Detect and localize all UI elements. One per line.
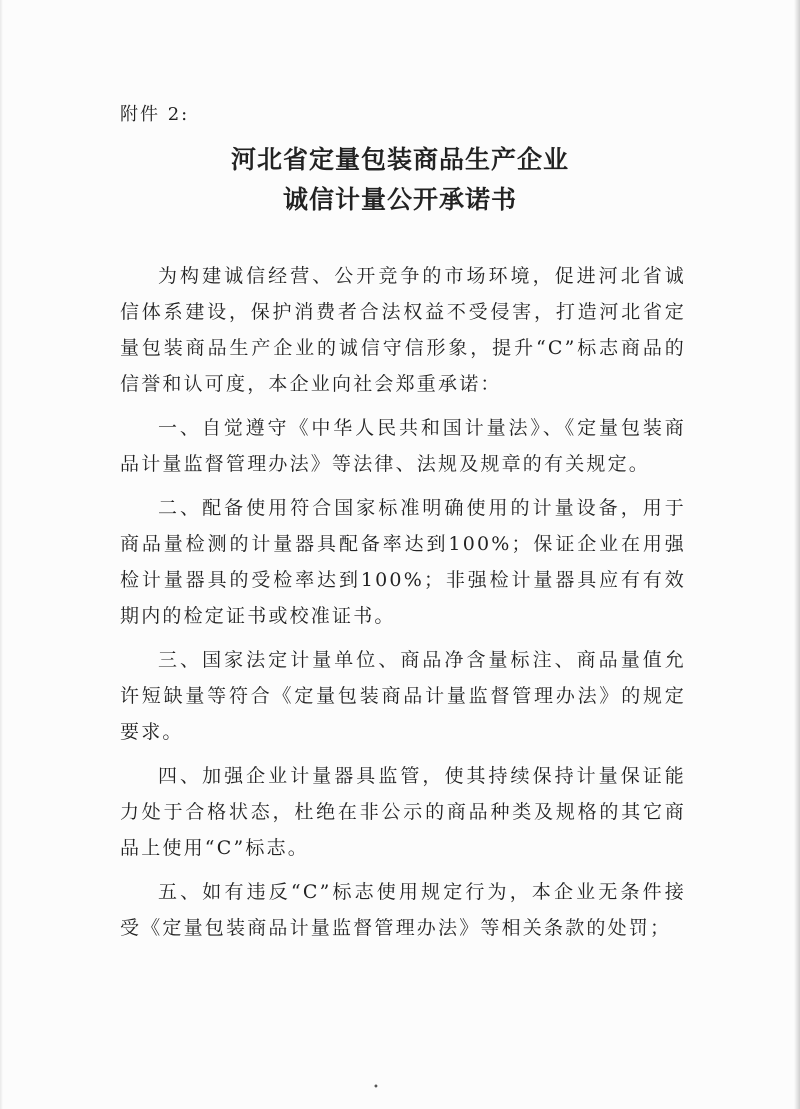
paragraph-item-3: 三、国家法定计量单位、商品净含量标注、商品量值允许短缺量等符合《定量包装商品计量监督管理办法》的规定要求。: [120, 649, 686, 743]
attachment-label: 附件 2:: [120, 104, 190, 125]
scan-speck-decoration: •: [373, 1082, 379, 1093]
paragraph-item-5: 五、如有违反“C”标志使用规定行为，本企业无条件接受《定量包装商品计量监督管理办法》等相关条款的处罚；: [120, 881, 686, 939]
paragraph-item-2: 二、配备使用符合国家标准明确使用的计量设备，用于商品量检测的计量器具配备率达到100%；保证企业在用强检计量器具的受检率达到100%；非强检计量器具应有有效期内的检定证书或校准证书。: [120, 497, 686, 627]
paragraph-preamble: 为构建诚信经营、公开竞争的市场环境，促进河北省诚信体系建设，保护消费者合法权益不受侵害，打造河北省定量包装商品生产企业的诚信守信形象，提升“C”标志商品的信誉和认可度，本企业向社会郑重承诺：: [120, 265, 686, 395]
document-title-line-1: 河北省定量包装商品生产企业: [230, 145, 569, 174]
paragraph-item-1: 一、自觉遵守《中华人民共和国计量法》、《定量包装商品计量监督管理办法》等法律、法规及规章的有关规定。: [120, 417, 686, 475]
document-body: [120, 258, 686, 954]
paragraph-item-4: 四、加强企业计量器具监管，使其持续保持计量保证能力处于合格状态，杜绝在非公示的商品种类及规格的其它商品上使用“C”标志。: [120, 765, 686, 859]
document-title-line-2: 诚信计量公开承诺书: [282, 185, 517, 214]
